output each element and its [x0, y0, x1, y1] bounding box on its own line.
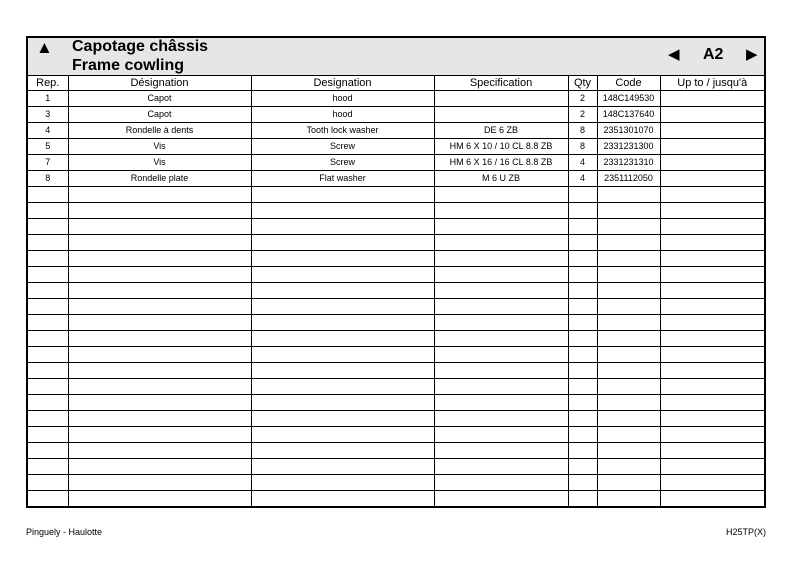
- cell-code: [597, 475, 660, 491]
- cell-rep: [28, 235, 68, 251]
- previous-page-icon[interactable]: ◀: [668, 46, 680, 63]
- cell-designation-fr: Rondelle plate: [68, 171, 251, 187]
- cell-designation-fr: [68, 315, 251, 331]
- cell-code: 148C137640: [597, 107, 660, 123]
- cell-qty: 4: [568, 155, 597, 171]
- cell-qty: [568, 251, 597, 267]
- cell-qty: 2: [568, 91, 597, 107]
- cell-code: [597, 251, 660, 267]
- cell-qty: [568, 427, 597, 443]
- cell-up-to: [660, 219, 764, 235]
- cell-designation-fr: [68, 267, 251, 283]
- table-row: [28, 139, 764, 155]
- cell-up-to: [660, 411, 764, 427]
- column-header-qty: Qty: [568, 76, 597, 91]
- cell-up-to: [660, 491, 764, 507]
- cell-code: [597, 267, 660, 283]
- cell-code: [597, 491, 660, 507]
- cell-specification: [434, 219, 568, 235]
- cell-code: 2331231300: [597, 139, 660, 155]
- cell-designation-en: [251, 299, 434, 315]
- cell-rep: 8: [28, 171, 68, 187]
- cell-rep: [28, 395, 68, 411]
- column-header-code: Code: [597, 76, 660, 91]
- cell-qty: [568, 315, 597, 331]
- table-row: [28, 171, 764, 187]
- cell-rep: [28, 315, 68, 331]
- sheet-header: [28, 38, 764, 76]
- cell-rep: [28, 267, 68, 283]
- cell-code: [597, 219, 660, 235]
- footer-model: H25TP(X): [725, 527, 766, 537]
- cell-code: 2351301070: [597, 123, 660, 139]
- empty-table-row: [28, 459, 764, 475]
- cell-code: [597, 315, 660, 331]
- cell-rep: [28, 347, 68, 363]
- empty-table-row: [28, 219, 764, 235]
- cell-specification: [434, 347, 568, 363]
- parts-table: [28, 76, 764, 507]
- cell-specification: [434, 267, 568, 283]
- cell-up-to: [660, 363, 764, 379]
- cell-designation-en: [251, 347, 434, 363]
- cell-up-to: [660, 187, 764, 203]
- cell-designation-en: [251, 363, 434, 379]
- cell-designation-fr: Capot: [68, 91, 251, 107]
- cell-designation-en: hood: [251, 91, 434, 107]
- cell-specification: [434, 475, 568, 491]
- cell-specification: [434, 443, 568, 459]
- cell-designation-en: Flat washer: [251, 171, 434, 187]
- empty-table-row: [28, 315, 764, 331]
- cell-qty: [568, 443, 597, 459]
- cell-code: [597, 187, 660, 203]
- cell-rep: [28, 299, 68, 315]
- cell-code: [597, 203, 660, 219]
- empty-table-row: [28, 235, 764, 251]
- cell-designation-fr: [68, 363, 251, 379]
- cell-specification: [434, 331, 568, 347]
- cell-up-to: [660, 155, 764, 171]
- cell-specification: HM 6 X 10 / 10 CL 8.8 ZB: [434, 139, 568, 155]
- cell-qty: [568, 491, 597, 507]
- cell-specification: [434, 187, 568, 203]
- empty-table-row: [28, 251, 764, 267]
- title-english: Frame cowling: [72, 57, 185, 74]
- cell-designation-en: [251, 331, 434, 347]
- cell-specification: [434, 379, 568, 395]
- cell-rep: [28, 187, 68, 203]
- cell-qty: [568, 299, 597, 315]
- cell-rep: [28, 331, 68, 347]
- cell-code: 2351112050: [597, 171, 660, 187]
- cell-designation-fr: [68, 491, 251, 507]
- cell-qty: [568, 283, 597, 299]
- cell-up-to: [660, 379, 764, 395]
- cell-rep: [28, 219, 68, 235]
- cell-qty: [568, 203, 597, 219]
- cell-specification: [434, 283, 568, 299]
- cell-code: [597, 443, 660, 459]
- cell-designation-fr: [68, 235, 251, 251]
- cell-designation-en: [251, 203, 434, 219]
- cell-designation-en: [251, 315, 434, 331]
- cell-designation-en: Screw: [251, 155, 434, 171]
- column-header-up-to: Up to / jusqu'à: [660, 76, 764, 91]
- cell-specification: [434, 427, 568, 443]
- empty-table-row: [28, 411, 764, 427]
- empty-table-row: [28, 395, 764, 411]
- cell-qty: 4: [568, 171, 597, 187]
- cell-up-to: [660, 331, 764, 347]
- cell-designation-en: Screw: [251, 139, 434, 155]
- empty-table-row: [28, 299, 764, 315]
- table-row: [28, 91, 764, 107]
- cell-designation-fr: [68, 299, 251, 315]
- cell-specification: M 6 U ZB: [434, 171, 568, 187]
- column-header-designation-en: Designation: [251, 76, 434, 91]
- cell-qty: [568, 395, 597, 411]
- cell-designation-en: [251, 219, 434, 235]
- column-header-specification: Specification: [434, 76, 568, 91]
- cell-designation-en: [251, 283, 434, 299]
- cell-rep: 7: [28, 155, 68, 171]
- cell-up-to: [660, 91, 764, 107]
- cell-designation-fr: [68, 427, 251, 443]
- cell-designation-en: [251, 395, 434, 411]
- cell-rep: [28, 251, 68, 267]
- empty-table-row: [28, 427, 764, 443]
- cell-designation-fr: [68, 459, 251, 475]
- cell-specification: [434, 299, 568, 315]
- empty-table-row: [28, 331, 764, 347]
- cell-code: [597, 347, 660, 363]
- table-row: [28, 155, 764, 171]
- cell-qty: [568, 235, 597, 251]
- cell-code: [597, 331, 660, 347]
- empty-table-row: [28, 443, 764, 459]
- cell-rep: [28, 203, 68, 219]
- cell-designation-en: [251, 267, 434, 283]
- cell-designation-fr: [68, 411, 251, 427]
- cell-designation-fr: [68, 331, 251, 347]
- cell-specification: DE 6 ZB: [434, 123, 568, 139]
- up-arrow-icon[interactable]: ▲: [36, 38, 53, 57]
- cell-specification: [434, 107, 568, 123]
- cell-up-to: [660, 427, 764, 443]
- cell-code: 148C149530: [597, 91, 660, 107]
- cell-qty: 8: [568, 139, 597, 155]
- cell-up-to: [660, 251, 764, 267]
- cell-up-to: [660, 235, 764, 251]
- title-french: Capotage châssis: [72, 38, 209, 55]
- cell-code: [597, 283, 660, 299]
- empty-table-row: [28, 267, 764, 283]
- table-row: [28, 123, 764, 139]
- cell-designation-en: [251, 491, 434, 507]
- cell-qty: 8: [568, 123, 597, 139]
- cell-code: [597, 459, 660, 475]
- cell-up-to: [660, 283, 764, 299]
- cell-qty: [568, 475, 597, 491]
- cell-rep: 4: [28, 123, 68, 139]
- cell-designation-fr: [68, 283, 251, 299]
- cell-rep: [28, 411, 68, 427]
- cell-up-to: [660, 459, 764, 475]
- empty-table-row: [28, 347, 764, 363]
- cell-specification: [434, 91, 568, 107]
- cell-designation-fr: [68, 187, 251, 203]
- column-header-designation-fr: Désignation: [68, 76, 251, 91]
- cell-up-to: [660, 475, 764, 491]
- cell-rep: 3: [28, 107, 68, 123]
- cell-designation-fr: Rondelle à dents: [68, 123, 251, 139]
- cell-code: [597, 395, 660, 411]
- empty-table-row: [28, 203, 764, 219]
- cell-designation-en: [251, 411, 434, 427]
- cell-designation-en: Tooth lock washer: [251, 123, 434, 139]
- cell-designation-en: hood: [251, 107, 434, 123]
- cell-qty: 2: [568, 107, 597, 123]
- cell-specification: HM 6 X 16 / 16 CL 8.8 ZB: [434, 155, 568, 171]
- cell-designation-en: [251, 379, 434, 395]
- cell-code: [597, 299, 660, 315]
- cell-rep: 1: [28, 91, 68, 107]
- cell-designation-en: [251, 251, 434, 267]
- cell-rep: [28, 427, 68, 443]
- cell-designation-en: [251, 475, 434, 491]
- page-code: A2: [703, 46, 724, 63]
- cell-qty: [568, 347, 597, 363]
- cell-specification: [434, 411, 568, 427]
- cell-qty: [568, 459, 597, 475]
- empty-table-row: [28, 363, 764, 379]
- cell-code: [597, 363, 660, 379]
- cell-rep: [28, 491, 68, 507]
- cell-designation-en: [251, 443, 434, 459]
- cell-designation-en: [251, 459, 434, 475]
- cell-up-to: [660, 123, 764, 139]
- cell-qty: [568, 187, 597, 203]
- table-row: [28, 107, 764, 123]
- cell-designation-fr: [68, 395, 251, 411]
- cell-up-to: [660, 315, 764, 331]
- cell-code: [597, 379, 660, 395]
- empty-table-row: [28, 283, 764, 299]
- cell-up-to: [660, 395, 764, 411]
- cell-designation-fr: Capot: [68, 107, 251, 123]
- empty-table-row: [28, 491, 764, 507]
- cell-designation-fr: [68, 219, 251, 235]
- cell-specification: [434, 395, 568, 411]
- cell-rep: 5: [28, 139, 68, 155]
- cell-designation-en: [251, 235, 434, 251]
- empty-table-row: [28, 187, 764, 203]
- cell-code: [597, 235, 660, 251]
- cell-rep: [28, 379, 68, 395]
- cell-up-to: [660, 171, 764, 187]
- cell-designation-fr: Vis: [68, 155, 251, 171]
- column-header-rep: Rep.: [28, 76, 68, 91]
- cell-designation-fr: Vis: [68, 139, 251, 155]
- cell-designation-fr: [68, 203, 251, 219]
- cell-specification: [434, 235, 568, 251]
- cell-rep: [28, 363, 68, 379]
- cell-qty: [568, 219, 597, 235]
- cell-qty: [568, 411, 597, 427]
- cell-up-to: [660, 139, 764, 155]
- cell-up-to: [660, 443, 764, 459]
- cell-specification: [434, 251, 568, 267]
- empty-table-row: [28, 475, 764, 491]
- cell-designation-fr: [68, 443, 251, 459]
- cell-qty: [568, 331, 597, 347]
- next-page-icon[interactable]: ▶: [746, 46, 758, 63]
- footer-company: Pinguely - Haulotte: [26, 527, 103, 537]
- cell-qty: [568, 267, 597, 283]
- cell-specification: [434, 459, 568, 475]
- cell-up-to: [660, 267, 764, 283]
- cell-designation-en: [251, 187, 434, 203]
- cell-qty: [568, 379, 597, 395]
- cell-code: [597, 427, 660, 443]
- cell-rep: [28, 459, 68, 475]
- cell-designation-fr: [68, 251, 251, 267]
- cell-specification: [434, 315, 568, 331]
- cell-rep: [28, 475, 68, 491]
- cell-up-to: [660, 107, 764, 123]
- cell-qty: [568, 363, 597, 379]
- cell-designation-fr: [68, 379, 251, 395]
- cell-designation-fr: [68, 347, 251, 363]
- cell-up-to: [660, 203, 764, 219]
- cell-code: [597, 411, 660, 427]
- cell-rep: [28, 283, 68, 299]
- cell-specification: [434, 363, 568, 379]
- cell-code: 2331231310: [597, 155, 660, 171]
- cell-designation-en: [251, 427, 434, 443]
- cell-up-to: [660, 299, 764, 315]
- cell-rep: [28, 443, 68, 459]
- parts-sheet: [26, 36, 766, 508]
- cell-specification: [434, 203, 568, 219]
- cell-designation-fr: [68, 475, 251, 491]
- cell-up-to: [660, 347, 764, 363]
- cell-specification: [434, 491, 568, 507]
- empty-table-row: [28, 379, 764, 395]
- table-header-row: [28, 76, 764, 91]
